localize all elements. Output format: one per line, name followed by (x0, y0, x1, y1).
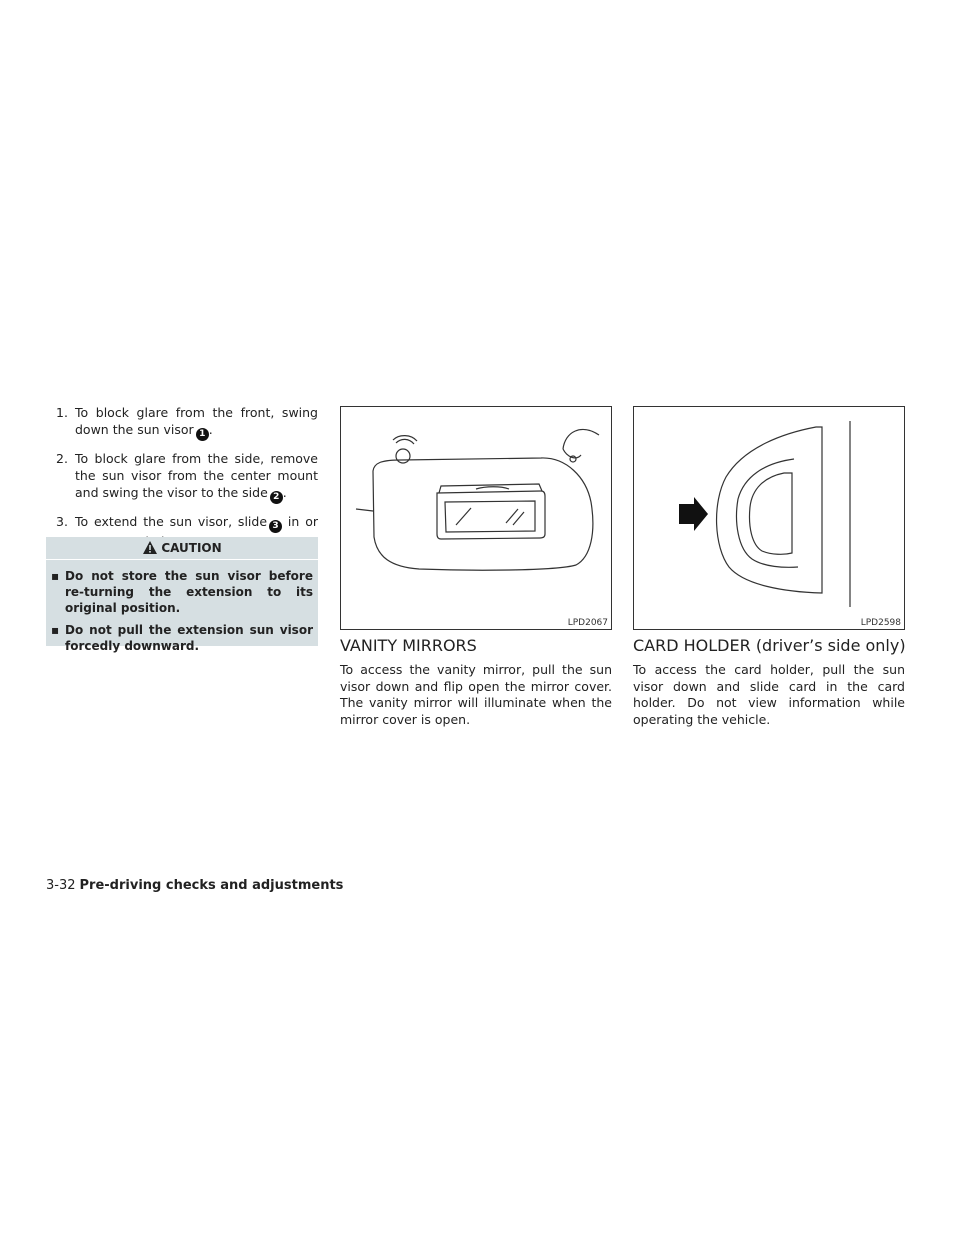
figure-code: LPD2598 (860, 618, 901, 628)
step-number: 2. (56, 451, 68, 466)
caution-item-2 (51, 622, 313, 654)
sun-visor-mirror-illustration (341, 407, 611, 629)
section-body-vanity-mirrors: To access the vanity mirror, pull the sun visor down and flip open the mirror cover. The vanity mirror will illuminate when the mirror cover is open. (340, 662, 612, 727)
card-holder-figure (633, 406, 905, 630)
caution-text: Do not store the sun visor before re-turning the extension to its original position. (65, 569, 313, 615)
callout-2-icon: 2 (270, 491, 283, 504)
caution-box (46, 537, 318, 653)
step-text-after: . (282, 485, 287, 500)
caution-text: Do not pull the extension sun visor forcedly downward. (65, 623, 313, 653)
caution-list (46, 559, 318, 654)
step-text: To extend the sun visor, slide (75, 514, 268, 529)
caution-header (46, 537, 318, 559)
caution-title: CAUTION (161, 541, 222, 555)
step-text-after: in or (287, 514, 318, 529)
step-number: 3. (56, 514, 68, 529)
step-text: To block glare from the front, swing down the sun visor (75, 405, 318, 437)
figure-code: LPD2067 (567, 618, 608, 628)
section-title: Pre-driving checks and adjustments (79, 878, 344, 893)
bullet-icon: ▪ (51, 569, 60, 583)
bullet-icon: ▪ (51, 623, 60, 637)
section-heading-card-holder: CARD HOLDER (driver’s side only) (633, 636, 906, 655)
page-number: 3-32 (46, 878, 76, 893)
step-2 (46, 450, 318, 504)
callout-1-icon: 1 (196, 428, 209, 441)
section-body-card-holder: To access the card holder, pull the sun visor down and slide card in the card holder. Do not view information while operating the vehicle. (633, 662, 905, 727)
callout-3-icon: 3 (269, 520, 282, 533)
section-heading-vanity-mirrors: VANITY MIRRORS (340, 636, 477, 655)
vanity-mirror-figure (340, 406, 612, 630)
warning-icon (142, 540, 158, 562)
page-footer (46, 878, 343, 893)
step-1 (46, 404, 318, 441)
step-number: 1. (56, 405, 68, 420)
step-text-after: . (208, 422, 213, 437)
caution-item-1 (51, 568, 313, 616)
steps-list (46, 404, 318, 559)
card-holder-illustration (634, 407, 904, 629)
arrow-icon (679, 497, 708, 531)
step-text: To block glare from the side, remove the sun visor from the center mount and swing the visor to the side (75, 451, 318, 500)
